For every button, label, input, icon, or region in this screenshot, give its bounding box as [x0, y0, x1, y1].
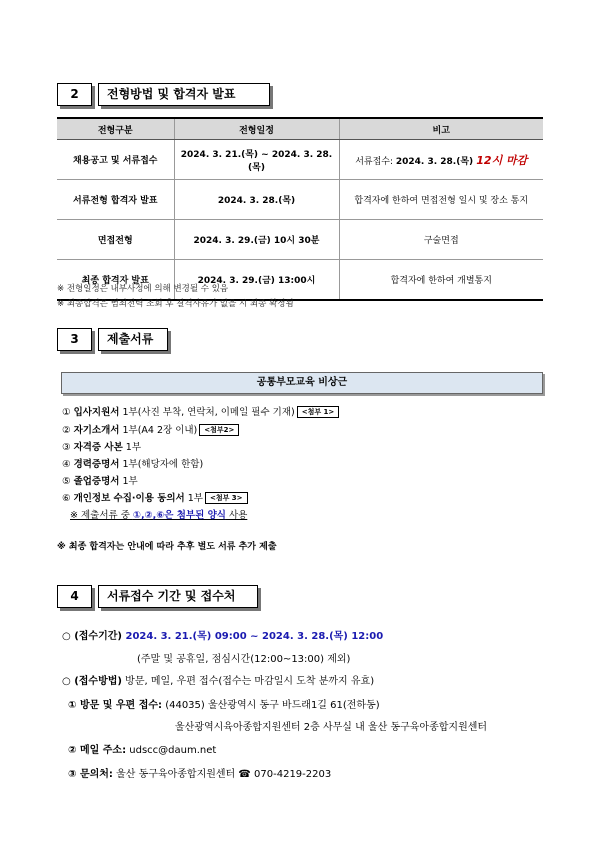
documents-header: 공통부모교육 비상근 — [61, 372, 543, 394]
section-2-number: 2 — [57, 83, 92, 106]
final-note: ※ 최종 합격자는 안내에 따라 추후 별도 서류 추가 제출 — [57, 542, 277, 552]
document-item: ⑤ 졸업증명서 1부 — [62, 476, 138, 487]
table-cell: 합격자에 한하여 면접전형 일시 및 장소 통지 — [339, 180, 543, 220]
attachment-tag: <첨부 1> — [297, 406, 340, 418]
attachment-tag: <첨부 3> — [205, 492, 248, 504]
table-cell: 합격자에 한하여 개별통지 — [339, 260, 543, 301]
table-cell: 최종 합격자 발표 — [57, 260, 174, 301]
apply-mail: ② 메일 주소: udscc@daum.net — [68, 745, 217, 756]
section-3-title: 제출서류 — [98, 328, 168, 351]
table-cell: 구술면접 — [339, 220, 543, 260]
deadline-highlight: 12시 마감 — [476, 153, 528, 167]
table-cell: 2024. 3. 29.(금) 10시 30분 — [174, 220, 339, 260]
table-header: 비고 — [339, 118, 543, 140]
table-header-row — [57, 118, 543, 140]
apply-period-note: (주말 및 공휴일, 점심시간(12:00~13:00) 제외) — [137, 654, 351, 665]
cell-text: 2024. 3. 28.(목) — [395, 156, 477, 167]
attachment-tag: <첨부2> — [199, 424, 239, 436]
schedule-note: ※ 최종합격은 범죄전력 조회 후 결격사유가 없을 시 최종 확정됨 — [57, 299, 294, 309]
table-row — [57, 140, 543, 180]
document-item: ④ 경력증명서 1부(해당자에 한함) — [62, 459, 204, 470]
document-item: ① 입사지원서 1부(사진 부착, 연락처, 이메일 필수 기재) <첨부 1> — [62, 404, 339, 418]
document-item: ⑥ 개인정보 수집·이용 동의서 1부 <첨부 3> — [62, 490, 248, 504]
schedule-table — [57, 117, 543, 301]
table-header: 전형일정 — [174, 118, 339, 140]
table-row — [57, 220, 543, 260]
apply-method: ○ (접수방법) 방문, 메일, 우편 접수(접수는 마감일시 도착 분까지 유효) — [62, 676, 375, 687]
documents-footnote: ※ 제출서류 중 ①,②,⑥은 첨부된 양식 사용 — [70, 510, 248, 521]
section-3-number: 3 — [57, 328, 92, 351]
table-cell: 면접전형 — [57, 220, 174, 260]
table-cell: 2024. 3. 28.(목) — [174, 180, 339, 220]
table-cell — [339, 140, 543, 180]
table-row — [57, 180, 543, 220]
table-cell: 서류전형 합격자 발표 — [57, 180, 174, 220]
section-2-title: 전형방법 및 합격자 발표 — [98, 83, 270, 106]
table-header: 전형구분 — [57, 118, 174, 140]
table-cell: 2024. 3. 21.(목) ~ 2024. 3. 28.(목) — [174, 140, 339, 180]
table-cell: 2024. 3. 29.(금) 13:00시 — [174, 260, 339, 301]
schedule-note: ※ 전형일정은 내부사정에 의해 변경될 수 있음 — [57, 284, 229, 294]
apply-visit-detail: 울산광역시육아종합지원센터 2층 사무실 내 울산 동구육아종합지원센터 — [175, 722, 488, 733]
document-item: ③ 자격증 사본 1부 — [62, 442, 142, 453]
apply-contact: ③ 문의처: 울산 동구육아종합지원센터 ☎ 070-4219-2203 — [68, 769, 332, 780]
document-item: ② 자기소개서 1부(A4 2장 이내) <첨부2> — [62, 422, 239, 436]
apply-period: ○ (접수기간) 2024. 3. 21.(목) 09:00 ~ 2024. 3. 28.(목) 12:00 — [62, 631, 384, 642]
apply-visit: ① 방문 및 우편 접수: (44035) 울산광역시 동구 바드래1길 61(전하동) — [68, 700, 380, 711]
table-cell: 채용공고 및 서류접수 — [57, 140, 174, 180]
section-4-number: 4 — [57, 585, 92, 608]
cell-text: 서류접수: — [355, 156, 396, 167]
section-4-title: 서류접수 기간 및 접수처 — [98, 585, 258, 608]
